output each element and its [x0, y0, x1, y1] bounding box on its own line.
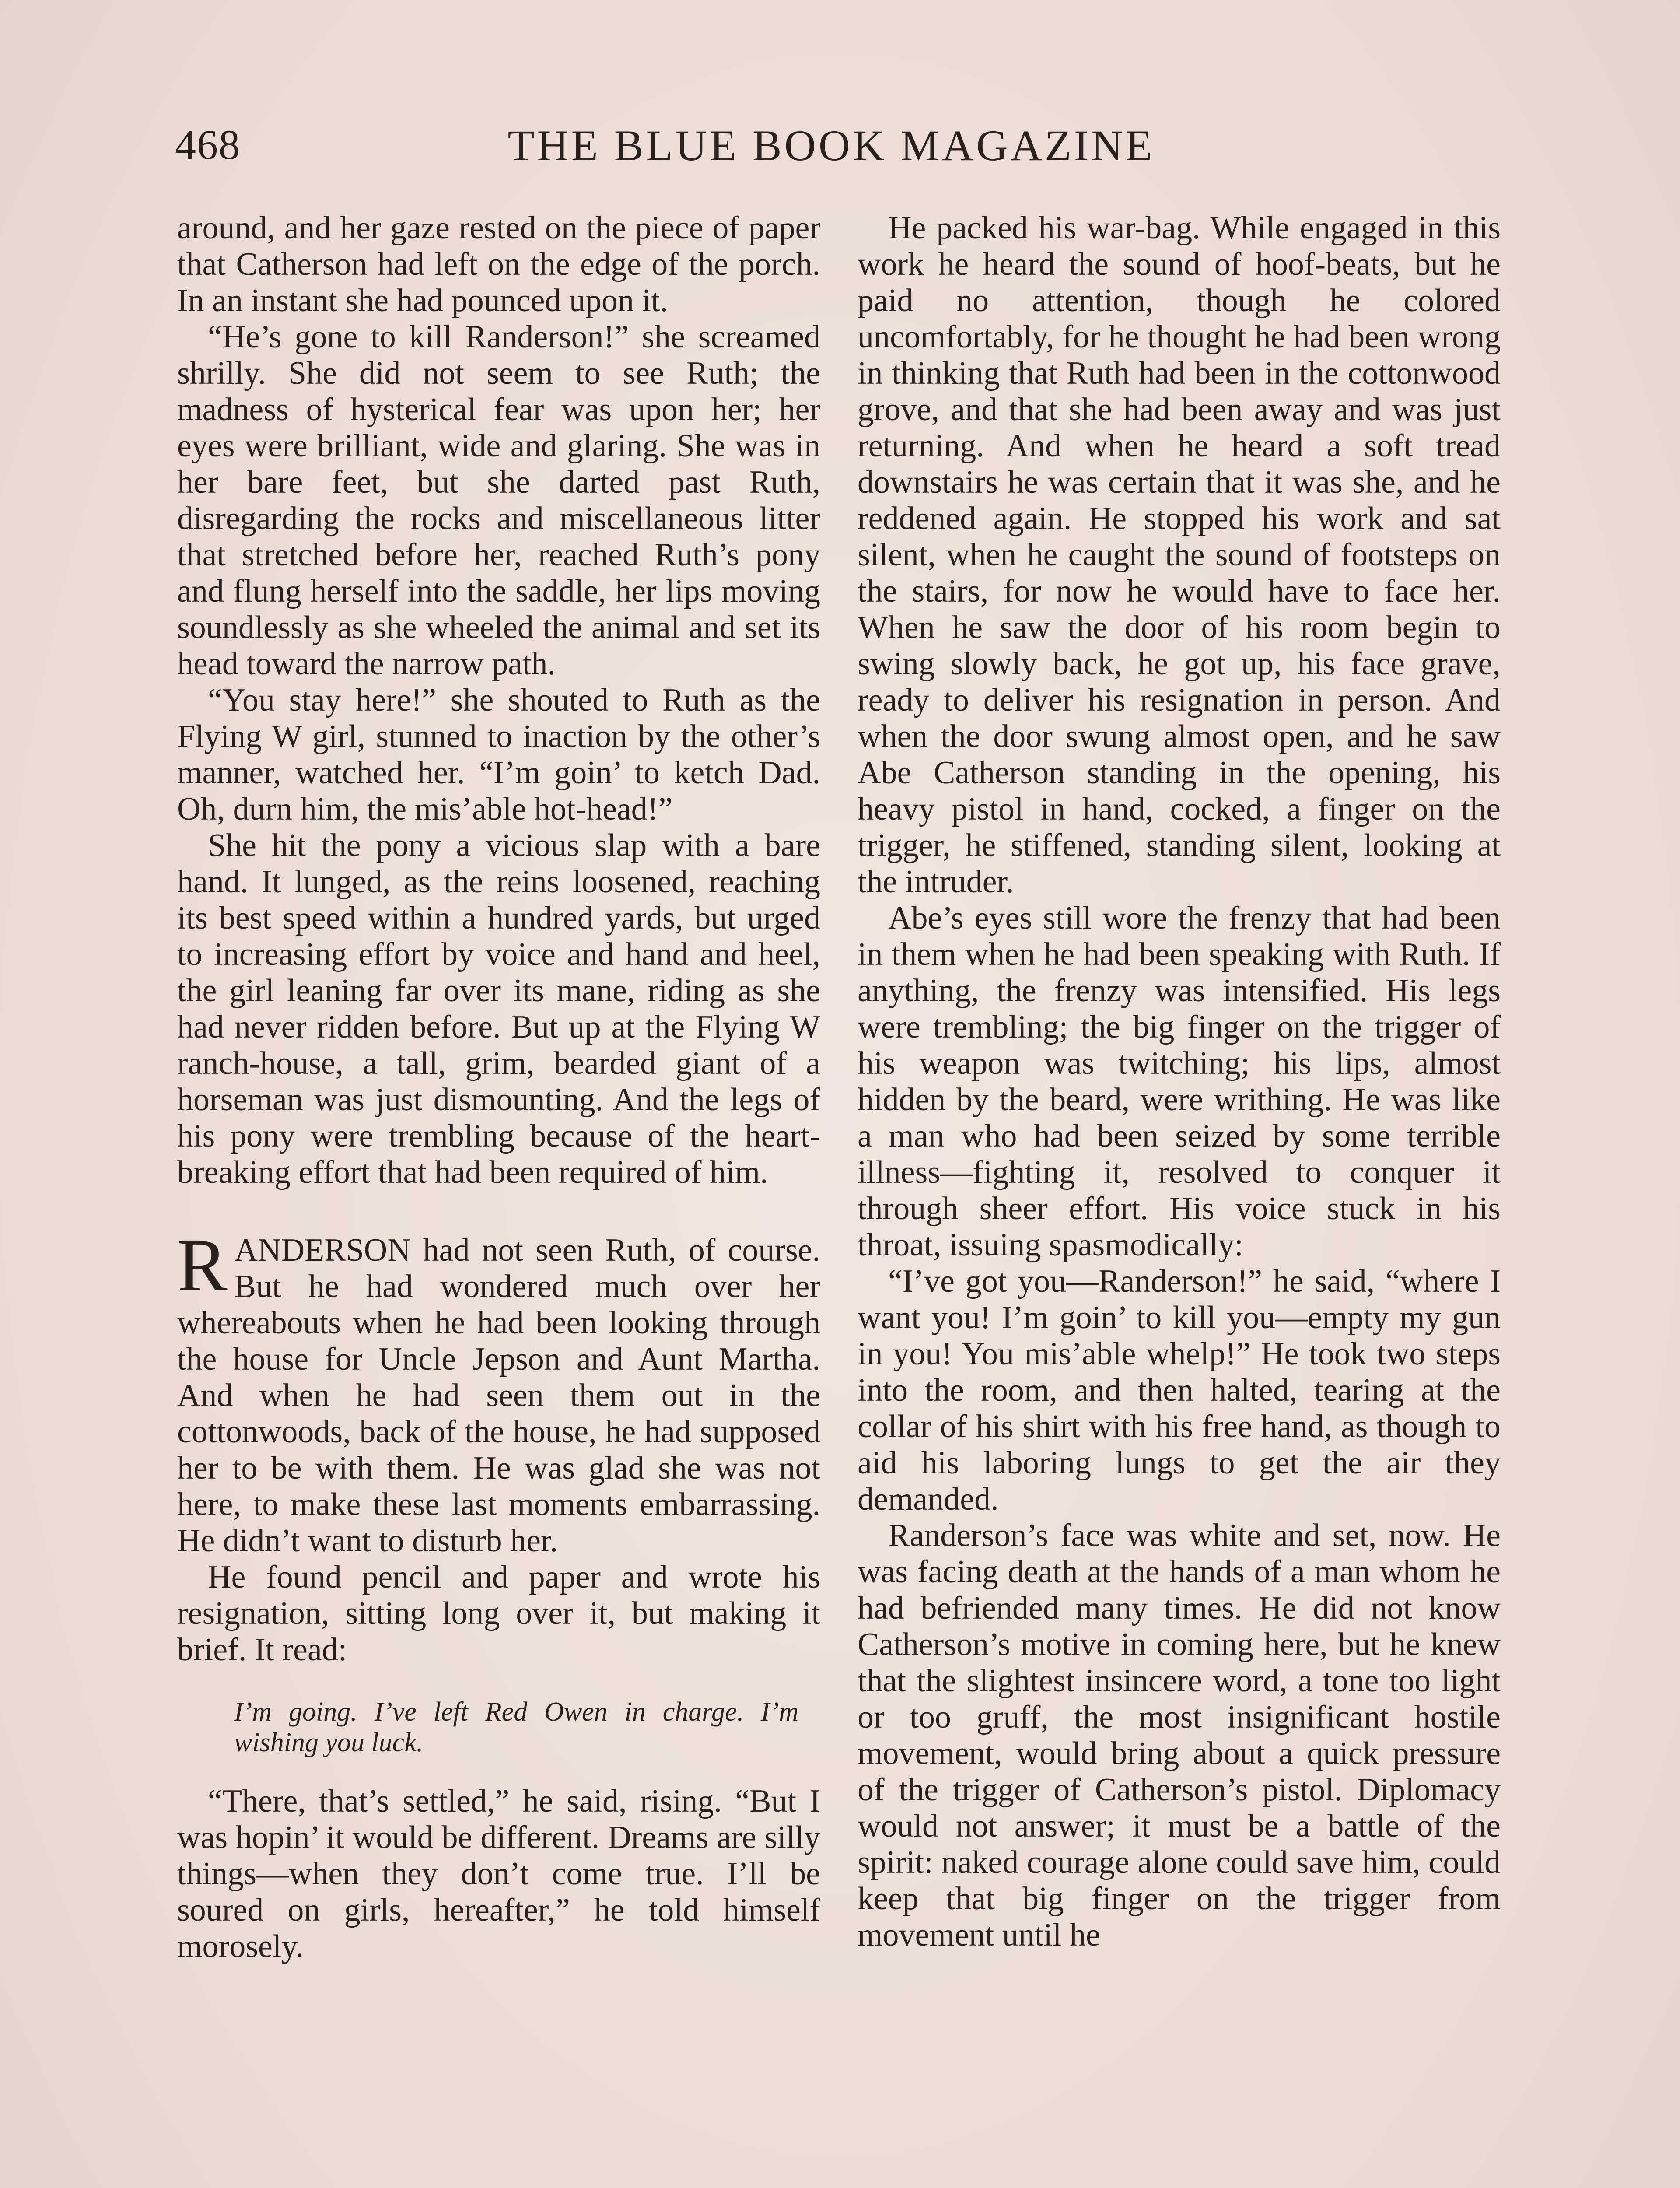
paragraph: “He’s gone to kill Randerson!” she screamed shrilly. She did not seem to see Ruth; the madness of hysterical fear was upon her; her eyes were brilliant, wide and glaring. She was in her bare feet, but she darted past Ruth, disregarding the rocks and miscellaneous litter that stretched before her, reached Ruth’s pony and flung herself into the saddle, her lips moving soundlessly as she wheeled the animal and set its head toward the narrow path. — [177, 319, 820, 682]
right-column — [858, 210, 1501, 1953]
paragraph: He found pencil and paper and wrote his resignation, sitting long over it, but making it brief. It read: — [177, 1559, 820, 1668]
section-opening-paragraph — [177, 1224, 820, 1559]
drop-cap: R — [177, 1224, 228, 1307]
paragraph: “You stay here!” she shouted to Ruth as the Flying W girl, stunned to inaction by the other’s manner, watched her. “I’m goin’ to ketch Dad. Oh, durn him, the mis’able hot-head!” — [177, 682, 820, 827]
paragraph: “There, that’s settled,” he said, rising. “But I was hopin’ it would be different. Dreams are silly things—when they don’t come true. I’ll be soured on girls, hereafter,” he told himself morosely. — [177, 1783, 820, 1964]
resignation-note: I’m going. I’ve left Red Owen in charge. I’m wishing you luck. — [234, 1697, 798, 1757]
paragraph: She hit the pony a vicious slap with a bare hand. It lunged, as the reins loosened, reaching its best speed within a hundred yards, but urged to increasing effort by voice and hand and heel, the girl leaning far over its mane, riding as she had never ridden before. But up at the Flying W ranch-house, a tall, grim, bearded giant of a horseman was just dismounting. And the legs of his pony were trembling because of the heart-breaking effort that had been required of him. — [177, 828, 820, 1190]
paragraph: Abe’s eyes still wore the frenzy that had been in them when he had been speaking with Ruth. If anything, the frenzy was intensified. His legs were trembling; the big finger on the trigger of his weapon was twitching; his lips, almost hidden by the beard, were writhing. He was like a man who had been seized by some terrible illness—fighting it, resolved to conquer it through sheer effort. His voice stuck in his throat, issuing spasmodically: — [858, 900, 1501, 1263]
left-column — [177, 210, 820, 1965]
magazine-title: THE BLUE BOOK MAGAZINE — [508, 121, 1155, 170]
paragraph: around, and her gaze rested on the piece of paper that Catherson had left on the edge of the porch. In an instant she had pounced upon it. — [177, 210, 820, 319]
paragraph: “I’ve got you—Randerson!” he said, “where I want you! I’m goin’ to kill you—empty my gun in you! You mis’able whelp!” He took two steps into the room, and then halted, tearing at the collar of his shirt with his free hand, as though to aid his laboring lungs to get the air they demanded. — [858, 1263, 1501, 1517]
paragraph-text: ANDERSON had not seen Ruth, of course. But he had wondered much over her whereabouts when he had been looking through the house for Uncle Jepson and Aunt Martha. And when he had seen them out in the cottonwoods, back of the house, he had supposed her to be with them. He was glad she was not here, to make these last moments embarrassing. He didn’t want to disturb her. — [177, 1232, 820, 1559]
paragraph: Randerson’s face was white and set, now. He was facing death at the hands of a man whom he had befriended many times. He did not know Catherson’s motive in coming here, but he knew that the slightest insincere word, a tone too light or too gruff, the most insignificant hostile movement, would bring about a quick pressure of the trigger of Catherson’s pistol. Diplomacy would not answer; it must be a battle of the spirit: naked courage alone could save him, could keep that big finger on the trigger from movement until he — [858, 1518, 1501, 1953]
page-header — [175, 120, 1488, 186]
paragraph: He packed his war-bag. While engaged in this work he heard the sound of hoof-beats, but he paid no attention, though he colored uncomfortably, for he thought he had been wrong in thinking that Ruth had been in the cottonwood grove, and that she had been away and was just returning. And when he heard a soft tread downstairs he was certain that it was she, and he reddened again. He stopped his work and sat silent, when he caught the sound of footsteps on the stairs, for now he would have to face her. When he saw the door of his room begin to swing slowly back, he got up, his face grave, ready to deliver his resignation in person. And when the door swung almost open, and he saw Abe Catherson standing in the opening, his heavy pistol in hand, cocked, a finger on the trigger, he stiffened, standing silent, looking at the intruder. — [858, 210, 1501, 900]
page-number: 468 — [175, 121, 241, 168]
